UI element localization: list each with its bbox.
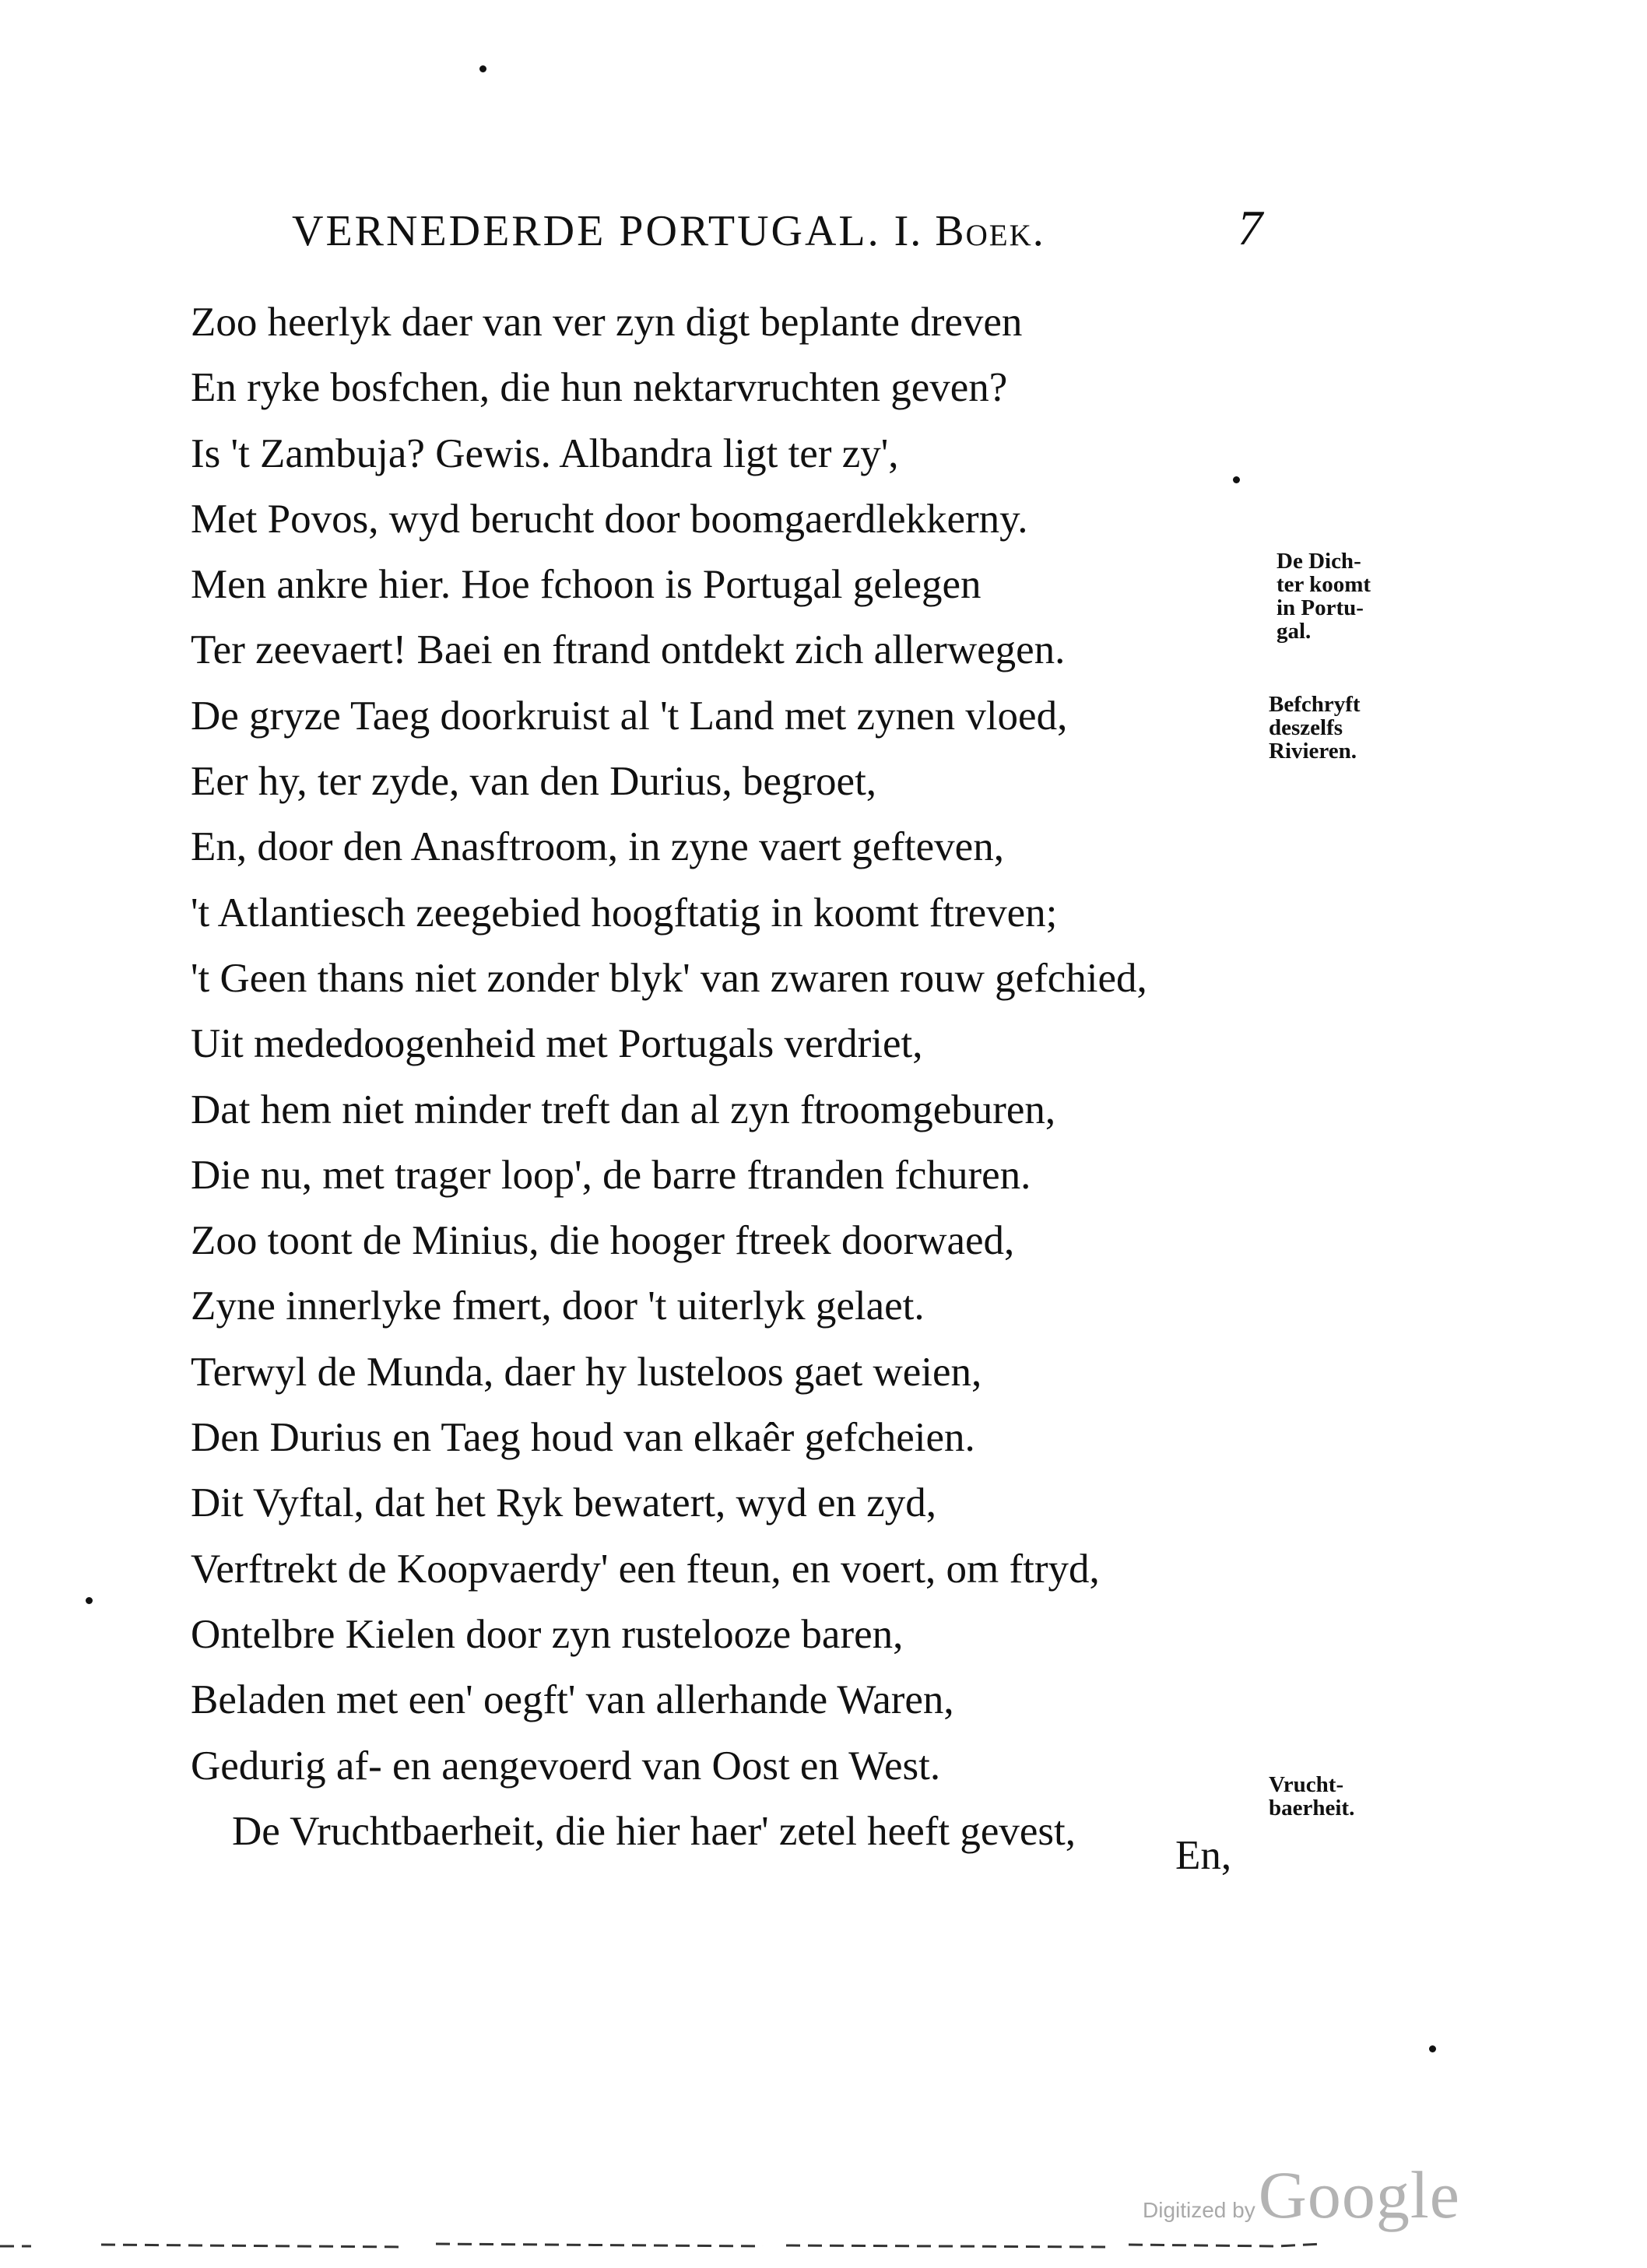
- verse-line: Men ankre hier. Hoe fchoon is Portugal gelegen: [191, 562, 982, 608]
- margin-note-fertility: Vrucht- baerheit.: [1269, 1772, 1355, 1820]
- verse-line: Verftrekt de Koopvaerdy' een fteun, en voert, om ftryd,: [191, 1546, 1100, 1592]
- watermark-brand: Google: [1258, 2157, 1460, 2232]
- verse-line: Ter zeevaert! Baei en ftrand ontdekt zich allerwegen.: [191, 627, 1066, 673]
- verse-line: Gedurig af- en aengevoerd van Oost en West.: [191, 1743, 941, 1789]
- verse-line: Met Povos, wyd berucht door boomgaerdlekkerny.: [191, 496, 1028, 542]
- verse-block: [191, 290, 1265, 1864]
- verse-line: En, door den Anasftroom, in zyne vaert gefteven,: [191, 824, 1004, 870]
- margin-note-rivers: Befchryft deszelfs Rivieren.: [1269, 692, 1361, 764]
- verse-line: Zoo toont de Minius, die hooger ftreek doorwaed,: [191, 1218, 1015, 1264]
- verse-line: Beladen met een' oegft' van allerhande Waren,: [191, 1677, 954, 1723]
- running-head-book: I. Boek.: [894, 207, 1045, 255]
- ink-speck: [1429, 2045, 1436, 2052]
- verse-line: De gryze Taeg doorkruist al 't Land met zynen vloed,: [191, 693, 1068, 739]
- page-number: 7: [1238, 200, 1262, 255]
- verse-line: Dat hem niet minder treft dan al zyn ftroomgeburen,: [191, 1087, 1056, 1132]
- page-bottom-edge: [0, 2242, 1647, 2249]
- verse-line: Terwyl de Munda, daer hy lusteloos gaet weien,: [191, 1349, 982, 1395]
- verse-line: Dit Vyftal, dat het Ryk bewatert, wyd en zyd,: [191, 1480, 937, 1526]
- verse-line: Uit mededoogenheid met Portugals verdriet,: [191, 1021, 923, 1067]
- ink-speck: [86, 1597, 93, 1604]
- ink-speck: [479, 65, 486, 72]
- verse-line: Is 't Zambuja? Gewis. Albandra ligt ter zy',: [191, 430, 899, 476]
- verse-line: Eer hy, ter zyde, van den Durius, begroet,: [191, 759, 877, 805]
- verse-line: Zoo heerlyk daer van ver zyn digt beplante dreven: [191, 300, 1023, 345]
- verse-line: Zyne innerlyke fmert, door 't uiterlyk gelaet.: [191, 1283, 925, 1329]
- verse-line: 't Geen thans niet zonder blyk' van zwaren rouw gefchied,: [191, 955, 1147, 1001]
- watermark-prefix: Digitized by: [1143, 2198, 1255, 2222]
- verse-line: Die nu, met trager loop', de barre ftranden fchuren.: [191, 1152, 1031, 1198]
- ink-speck: [1233, 476, 1240, 483]
- verse-line: Den Durius en Taeg houd van elkaêr gefcheien.: [191, 1415, 975, 1461]
- verse-line: En ryke bosfchen, die hun nektarvruchten geven?: [191, 365, 1008, 411]
- catchword: En,: [1175, 1833, 1232, 1878]
- running-head-title: VERNEDERDE PORTUGAL.: [292, 207, 881, 255]
- digitized-watermark: [1143, 2156, 1460, 2234]
- verse-line: De Vruchtbaerheit, die hier haer' zetel heeft gevest,: [232, 1808, 1076, 1854]
- verse-line: Ontelbre Kielen door zyn rustelooze baren,: [191, 1611, 904, 1657]
- verse-line: 't Atlantiesch zeegebied hoogftatig in koomt ftreven;: [191, 890, 1058, 936]
- running-head: [292, 204, 1226, 258]
- margin-note-poet-arrives: De Dich- ter koomt in Portu- gal.: [1277, 549, 1371, 644]
